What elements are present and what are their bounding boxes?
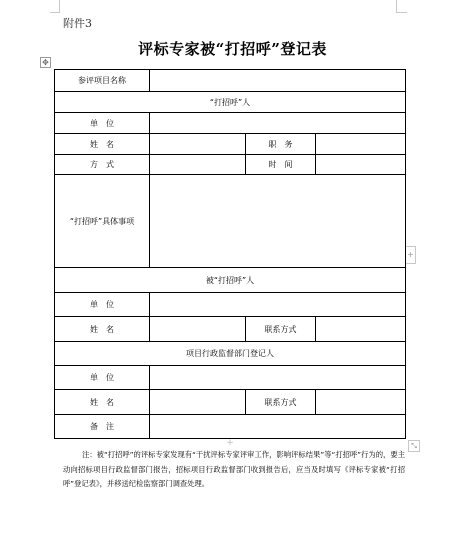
table-row [55, 390, 406, 415]
supervisor-contact-label: 联系方式 [246, 390, 316, 415]
caller-position-label: 职 务 [246, 134, 316, 155]
table-row [55, 113, 406, 134]
caller-name-label: 姓 名 [55, 134, 150, 155]
called-name-field[interactable] [150, 317, 246, 342]
caller-time-label: 时 间 [246, 155, 316, 175]
supervisor-name-label: 姓 名 [55, 390, 150, 415]
project-name-field[interactable] [150, 70, 406, 92]
called-contact-field[interactable] [316, 317, 406, 342]
caller-details-label: “打招呼”具体事项 [55, 175, 150, 268]
crop-mark-top-right [396, 0, 407, 13]
table-row [55, 366, 406, 390]
remarks-label: 备 注 [55, 415, 150, 439]
called-contact-label: 联系方式 [246, 317, 316, 342]
table-row [55, 342, 406, 366]
add-column-icon[interactable]: + [405, 246, 416, 264]
remarks-field[interactable] [150, 415, 406, 439]
registration-table [54, 69, 406, 439]
table-row [55, 175, 406, 268]
table-row [55, 155, 406, 175]
attachment-label: 附件3 [63, 17, 92, 30]
called-unit-field[interactable] [150, 293, 406, 317]
crop-mark-top-left [50, 0, 60, 13]
table-row [55, 317, 406, 342]
supervisor-contact-field[interactable] [316, 390, 406, 415]
caller-position-field[interactable] [316, 134, 406, 155]
project-name-label: 参评项目名称 [55, 70, 150, 92]
caller-unit-label: 单 位 [55, 113, 150, 134]
caller-method-field[interactable] [150, 155, 246, 175]
caller-details-field[interactable] [150, 175, 406, 268]
table-row [55, 415, 406, 439]
called-section-title: 被“打招呼”人 [55, 268, 406, 293]
table-resize-handle-icon[interactable]: ⤡ [408, 440, 420, 452]
called-unit-label: 单 位 [55, 293, 150, 317]
supervisor-section-title: 项目行政监督部门登记人 [55, 342, 406, 366]
supervisor-unit-field[interactable] [150, 366, 406, 390]
add-row-icon[interactable]: + [226, 438, 234, 448]
table-row [55, 134, 406, 155]
supervisor-unit-label: 单 位 [55, 366, 150, 390]
caller-section-title: “打招呼”人 [55, 92, 406, 113]
table-row [55, 92, 406, 113]
table-row [55, 293, 406, 317]
caller-method-label: 方 式 [55, 155, 150, 175]
caller-name-field[interactable] [150, 134, 246, 155]
footnote: 注：被“打招呼”的评标专家发现有“干扰评标专家评审工作，影响评标结果”等“打招呼”行为的，要主动向招标项目行政监督部门报告，招标项目行政监督部门收到报告后，应当及时填写《评标专家被“打招呼”登记表》，并移送纪检监察部门调查处理。 [63, 450, 405, 488]
supervisor-name-field[interactable] [150, 390, 246, 415]
table-row [55, 70, 406, 92]
table-move-handle-icon[interactable]: ✥ [40, 57, 51, 68]
page-title: 评标专家被“打招呼”登记表 [138, 40, 327, 58]
called-name-label: 姓 名 [55, 317, 150, 342]
table-row [55, 268, 406, 293]
caller-time-field[interactable] [316, 155, 406, 175]
caller-unit-field[interactable] [150, 113, 406, 134]
